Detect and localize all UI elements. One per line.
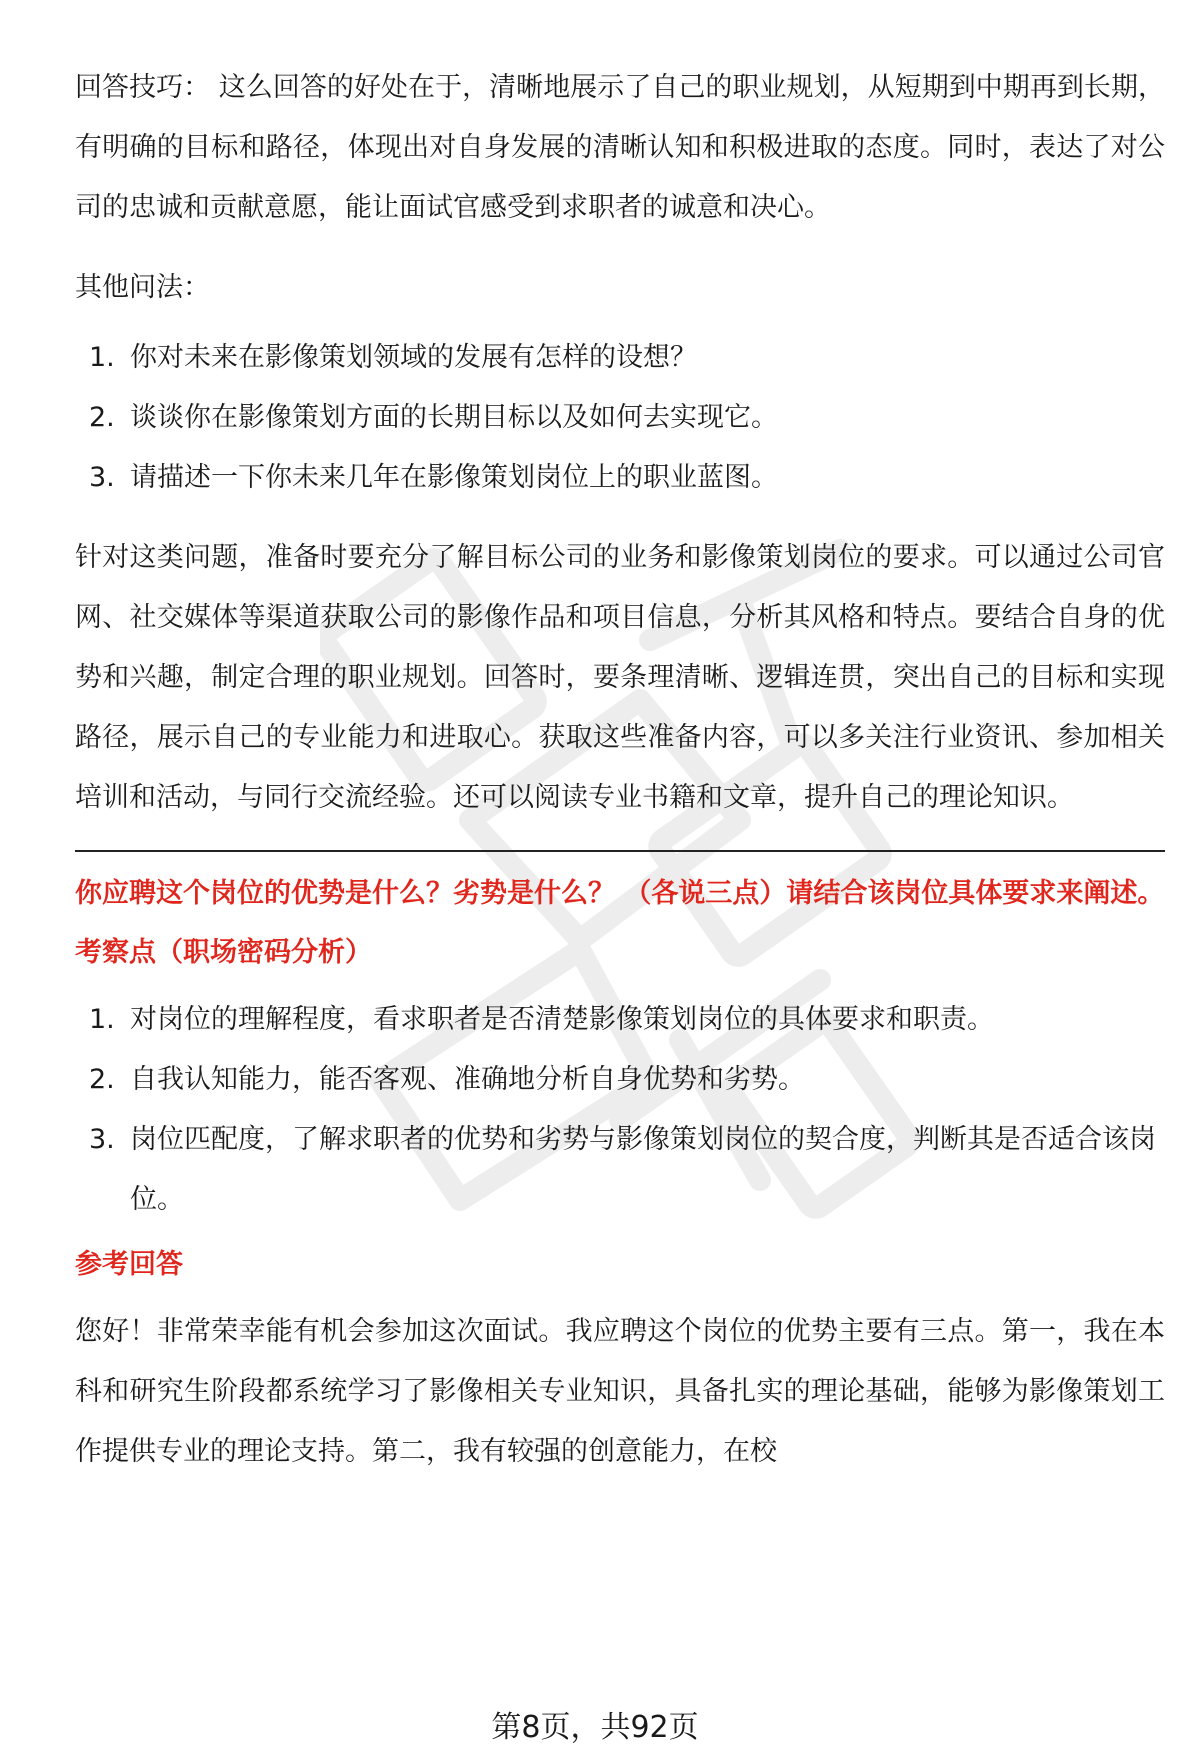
list-item-text: 你对未来在影像策划领域的发展有怎样的设想？	[130, 342, 697, 373]
list-number: 3.	[89, 462, 115, 493]
reference-answer-label: 参考回答	[75, 1249, 183, 1280]
other-questions-list	[75, 328, 1165, 508]
list-number: 3.	[89, 1124, 115, 1155]
answer-tips-paragraph: 回答技巧： 这么回答的好处在于，清晰地展示了自己的职业规划，从短期到中期再到长期，有明确的目标和路径，体现出对自身发展的清晰认知和积极进取的态度。同时，表达了对公司的忠诚和贡献意愿，能让面试官感受到求职者的诚意和决心。	[75, 72, 1165, 223]
reference-answer-paragraph: 您好！非常荣幸能有机会参加这次面试。我应聘这个岗位的优势主要有三点。第一，我在本科和研究生阶段都系统学习了影像相关专业知识，具备扎实的理论基础，能够为影像策划工作提供专业的理论支持。第二，我有较强的创意能力，在校	[75, 1316, 1165, 1467]
page-footer: 第8页，共92页	[491, 1710, 699, 1745]
list-item	[75, 328, 1165, 388]
other-questions-label: 其他问法：	[75, 272, 210, 303]
list-item-text: 岗位匹配度，了解求职者的优势和劣势与影像策划岗位的契合度，判断其是否适合该岗位。	[130, 1124, 1156, 1215]
list-item	[75, 990, 1165, 1050]
list-number: 1.	[89, 342, 115, 373]
question-title: 你应聘这个岗位的优势是什么？劣势是什么？ （各说三点）请结合该岗位具体要求来阐述。	[75, 878, 1165, 909]
section-divider	[75, 850, 1165, 852]
list-item-text: 请描述一下你未来几年在影像策划岗位上的职业蓝图。	[130, 462, 778, 493]
list-item-text: 对岗位的理解程度，看求职者是否清楚影像策划岗位的具体要求和职责。	[130, 1004, 994, 1035]
list-item	[75, 388, 1165, 448]
list-item	[75, 1110, 1165, 1230]
list-item-text: 自我认知能力，能否客观、准确地分析自身优势和劣势。	[130, 1064, 805, 1095]
list-item	[75, 1050, 1165, 1110]
list-item	[75, 448, 1165, 508]
document-page	[75, 58, 1165, 1482]
list-number: 2.	[89, 402, 115, 433]
list-number: 1.	[89, 1004, 115, 1035]
inspection-points-list	[75, 990, 1165, 1230]
list-item-text: 谈谈你在影像策划方面的长期目标以及如何去实现它。	[130, 402, 778, 433]
inspection-points-label: 考察点（职场密码分析）	[75, 937, 372, 968]
list-number: 2.	[89, 1064, 115, 1095]
preparation-paragraph: 针对这类问题，准备时要充分了解目标公司的业务和影像策划岗位的要求。可以通过公司官网、社交媒体等渠道获取公司的影像作品和项目信息，分析其风格和特点。要结合自身的优势和兴趣，制定合理的职业规划。回答时，要条理清晰、逻辑连贯，突出自己的目标和实现路径，展示自己的专业能力和进取心。获取这些准备内容，可以多关注行业资讯、参加相关培训和活动，与同行交流经验。还可以阅读专业书籍和文章，提升自己的理论知识。	[75, 542, 1165, 813]
